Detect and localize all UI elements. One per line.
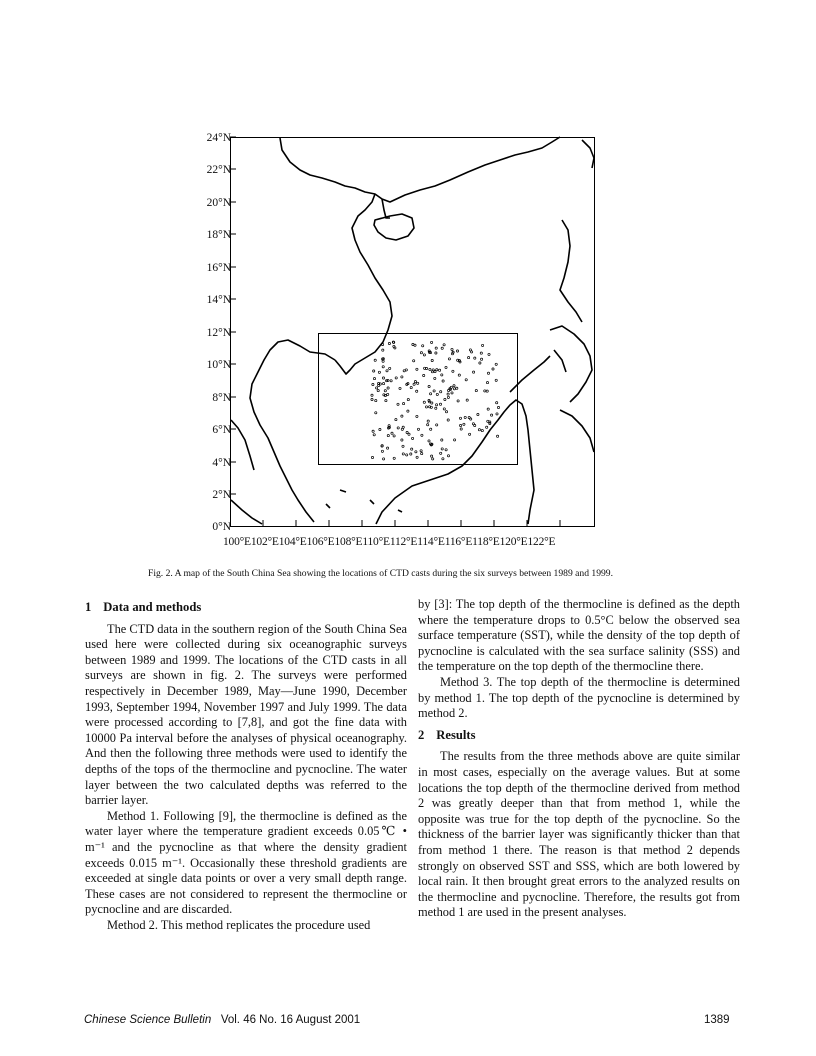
ctd-cast-marker: [472, 423, 474, 425]
ctd-cast-marker: [497, 435, 499, 437]
ctd-cast-marker: [384, 390, 386, 392]
ctd-cast-marker: [468, 417, 470, 419]
ctd-cast-marker: [397, 427, 399, 429]
journal-name: Chinese Science Bulletin: [84, 1014, 212, 1026]
ctd-cast-marker: [372, 383, 374, 385]
paragraph: Method 1. Following [9], the thermocline is defined as the water layer where the temperature gradient exceeds 0.05℃ • m⁻¹ and the pycnocline as that where the density gradient exceeds 0.015 m⁻¹. Occasionally these threshold gradients are exceeded at single data points or over a very small depth range. These cases are not considered to represent the thermocline or pycnocline and are discarded.: [85, 808, 407, 917]
ctd-cast-marker: [487, 420, 489, 422]
ctd-cast-marker: [374, 359, 376, 361]
ctd-cast-marker: [471, 351, 473, 353]
ctd-cast-marker: [420, 450, 422, 452]
ctd-cast-marker: [375, 400, 377, 402]
ctd-cast-marker: [480, 352, 482, 354]
section-number: 1: [85, 600, 92, 614]
ctd-cast-marker: [430, 428, 432, 430]
ctd-cast-marker: [442, 458, 444, 460]
ctd-cast-marker: [482, 344, 484, 346]
ctd-cast-marker: [387, 435, 389, 437]
ctd-cast-marker: [388, 342, 390, 344]
ctd-cast-marker: [410, 453, 412, 455]
ctd-cast-marker: [460, 424, 462, 426]
paragraph: Method 2. This method replicates the procedure used: [107, 917, 371, 932]
map-frame: [231, 138, 595, 527]
ctd-cast-marker: [411, 448, 413, 450]
page-number: 1389: [704, 1014, 730, 1026]
ctd-cast-marker: [382, 360, 384, 362]
ctd-cast-marker: [431, 341, 433, 343]
ctd-cast-marker: [371, 456, 373, 458]
ctd-cast-marker: [466, 399, 468, 401]
ctd-cast-marker: [386, 370, 388, 372]
ctd-cast-marker: [450, 386, 452, 388]
ctd-cast-marker: [495, 379, 497, 381]
ctd-cast-marker: [474, 357, 476, 359]
ctd-cast-marker: [444, 398, 446, 400]
lon-ticks: [263, 520, 560, 526]
paragraph: by [3]: The top depth of the thermocline is defined as the depth where the temperature drops to 0.5°C below the observed sea surface temperature (SST), while the density of the top depth of pycnocline is calculated with the sea surface salinity (SSS) and the temperature on the top depth of the thermocline there.: [418, 597, 740, 674]
ctd-cast-marker: [441, 347, 443, 349]
coastline: [231, 137, 594, 524]
ctd-cast-marker: [401, 415, 403, 417]
section-title: Results: [436, 727, 476, 742]
ctd-cast-marker: [429, 368, 431, 370]
ctd-cast-marker: [423, 374, 425, 376]
ctd-cast-marker: [441, 439, 443, 441]
ctd-cast-marker: [407, 399, 409, 401]
lat-label-16: 16°N: [206, 262, 231, 274]
lat-label-20: 20°N: [206, 197, 231, 209]
ctd-cast-marker: [382, 366, 384, 368]
lat-label-18: 18°N: [206, 229, 231, 241]
ctd-cast-marker: [425, 406, 427, 408]
lat-label-4: 4°N: [212, 457, 231, 469]
ctd-cast-marker: [395, 419, 397, 421]
ctd-cast-marker: [435, 352, 437, 354]
ctd-cast-marker: [454, 439, 456, 441]
ctd-cast-marker: [407, 410, 409, 412]
ctd-cast-marker: [431, 359, 433, 361]
journal-issue: Vol. 46 No. 16 August 2001: [220, 1014, 361, 1026]
ctd-cast-marker: [383, 383, 385, 385]
ctd-cast-marker: [382, 349, 384, 351]
ctd-cast-marker: [443, 344, 445, 346]
ctd-cast-marker: [496, 402, 498, 404]
ctd-cast-marker: [478, 429, 480, 431]
ctd-cast-marker: [481, 430, 483, 432]
ctd-cast-marker: [439, 369, 441, 371]
ctd-cast-marker: [436, 424, 438, 426]
footer-journal: [84, 1014, 360, 1026]
ctd-cast-marker: [431, 402, 433, 404]
lat-label-10: 10°N: [206, 359, 231, 371]
ctd-cast-marker: [491, 414, 493, 416]
ctd-cast-marker: [486, 426, 488, 428]
figure-2: [150, 120, 670, 560]
ctd-cast-marker: [390, 380, 392, 382]
ctd-cast-marker: [402, 453, 404, 455]
lat-label-14: 14°N: [206, 294, 231, 306]
figure-caption: Fig. 2. A map of the South China Sea showing the locations of CTD casts during the six surveys between 1989 and 1999.: [148, 568, 613, 579]
ctd-cast-marker: [442, 380, 444, 382]
ctd-cast-marker: [416, 390, 418, 392]
lat-label-12: 12°N: [206, 327, 231, 339]
section-title: Data and methods: [103, 600, 202, 614]
ctd-cast-marker: [436, 404, 438, 406]
ctd-cast-marker: [423, 401, 425, 403]
ctd-cast-marker: [468, 357, 470, 359]
ctd-cast-marker: [487, 372, 489, 374]
ctd-cast-marker: [413, 383, 415, 385]
ctd-cast-marker: [495, 363, 497, 365]
ctd-cast-marker: [460, 428, 462, 430]
paragraph: The CTD data in the southern region of the South China Sea used here were collected during six oceanographic surveys between 1989 and 1999. The locations of the CTD casts in all surveys are shown in fig. 2. The surveys were performed respectively in December 1989, May—June 1990, December 1993, September 1994, November 1997 and July 1999. The data were processed according to [7,8], and got the fine data with 10000 Pa interval before the analyses of physical oceanography. And then the following three methods were used to identify the depths of the tops of the thermocline and pycnocline. The water layer between the two calculated depths was referred to the barrier layer.: [85, 621, 407, 808]
ctd-cast-marker: [393, 341, 395, 343]
ctd-cast-marker: [448, 358, 450, 360]
section-number: 2: [418, 727, 425, 742]
ctd-cast-marker: [457, 400, 459, 402]
ctd-cast-marker: [457, 359, 459, 361]
ctd-cast-marker: [399, 387, 401, 389]
ctd-cast-marker: [475, 390, 477, 392]
ctd-cast-marker: [391, 432, 393, 434]
ctd-cast-marker: [428, 440, 430, 442]
ctd-cast-marker: [479, 362, 481, 364]
ctd-cast-marker: [445, 411, 447, 413]
lat-label-24: 24°N: [206, 132, 231, 144]
ctd-cast-marker: [371, 394, 373, 396]
ctd-cast-marker: [435, 347, 437, 349]
ctd-cast-marker: [440, 391, 442, 393]
paragraph: The results from the three methods above are quite similar in most cases, especially on the average values. But at some locations the top depth of the thermocline derived from method 2 was greatly deeper than that from method 1, while the opposite was true for the top depth of the pycnocline. So the thickness of the barrier layer was significantly thicker than that from method 1 there. The reason is that method 2 depends strongly on observed SST and SSS, which are both lowered by local rain. It then brought great errors to the analyzed results on the thermocline and pycnocline. Therefore, the results got from method 1 are used in the present analyses.: [418, 749, 740, 920]
ctd-cast-marker: [383, 394, 385, 396]
ctd-cast-marker: [412, 437, 414, 439]
ctd-cast-marker: [477, 413, 479, 415]
ctd-cast-marker: [484, 390, 486, 392]
ctd-cast-marker: [383, 458, 385, 460]
ctd-cast-marker: [397, 403, 399, 405]
ctd-cast-marker: [456, 387, 458, 389]
ctd-cast-marker: [373, 370, 375, 372]
ctd-cast-marker: [387, 393, 389, 395]
ctd-cast-points: [371, 341, 500, 460]
ctd-cast-marker: [421, 453, 423, 455]
ctd-cast-marker: [452, 370, 454, 372]
ctd-cast-marker: [414, 381, 416, 383]
ctd-cast-marker: [481, 358, 483, 360]
ctd-cast-marker: [428, 385, 430, 387]
ctd-cast-marker: [387, 447, 389, 449]
ctd-cast-marker: [375, 412, 377, 414]
ctd-cast-marker: [441, 448, 443, 450]
ctd-cast-marker: [441, 374, 443, 376]
ctd-cast-marker: [406, 454, 408, 456]
ctd-cast-marker: [381, 450, 383, 452]
ctd-cast-marker: [486, 390, 488, 392]
ctd-cast-marker: [388, 425, 390, 427]
ctd-cast-marker: [433, 390, 435, 392]
ctd-cast-marker: [489, 422, 491, 424]
ctd-cast-marker: [401, 439, 403, 441]
ctd-cast-marker: [453, 385, 455, 387]
ctd-cast-marker: [401, 376, 403, 378]
ctd-cast-marker: [487, 408, 489, 410]
ctd-cast-marker: [416, 456, 418, 458]
ctd-cast-marker: [408, 433, 410, 435]
ctd-cast-marker: [439, 403, 441, 405]
ctd-cast-marker: [371, 398, 373, 400]
lon-labels: 100°E102°E104°E106°E108°E110°E112°E114°E116°E118°E120°E122°E: [223, 536, 556, 548]
ctd-cast-marker: [372, 430, 374, 432]
ctd-cast-marker: [422, 345, 424, 347]
ctd-cast-marker: [379, 428, 381, 430]
ctd-cast-marker: [436, 369, 438, 371]
ctd-cast-marker: [420, 352, 422, 354]
ctd-cast-marker: [464, 416, 466, 418]
lat-label-22: 22°N: [206, 164, 231, 176]
ctd-cast-marker: [393, 345, 395, 347]
ctd-cast-marker: [406, 431, 408, 433]
ctd-cast-marker: [431, 371, 433, 373]
ctd-cast-marker: [395, 377, 397, 379]
section-heading-1: [85, 600, 407, 616]
left-column: [85, 600, 407, 933]
ctd-cast-marker: [415, 451, 417, 453]
ctd-cast-marker: [447, 455, 449, 457]
ctd-cast-marker: [410, 387, 412, 389]
ctd-cast-marker: [447, 419, 449, 421]
ctd-cast-marker: [427, 420, 429, 422]
ctd-cast-marker: [378, 371, 380, 373]
ctd-cast-marker: [382, 343, 384, 345]
ctd-cast-marker: [403, 370, 405, 372]
right-column: [418, 597, 740, 921]
ctd-cast-marker: [488, 353, 490, 355]
ctd-cast-marker: [432, 458, 434, 460]
ctd-cast-marker: [453, 388, 455, 390]
lat-label-2: 2°N: [212, 489, 231, 501]
ctd-cast-marker: [373, 434, 375, 436]
ctd-cast-marker: [469, 433, 471, 435]
ctd-cast-marker: [429, 406, 431, 408]
lat-label-6: 6°N: [212, 424, 231, 436]
ctd-cast-marker: [378, 382, 380, 384]
ctd-cast-marker: [451, 348, 453, 350]
section-heading-2: [418, 728, 740, 744]
ctd-cast-marker: [435, 407, 437, 409]
ctd-cast-marker: [447, 393, 449, 395]
ctd-cast-marker: [431, 455, 433, 457]
ctd-cast-marker: [381, 445, 383, 447]
lat-label-0: 0°N: [212, 521, 231, 533]
lat-label-8: 8°N: [212, 392, 231, 404]
ctd-cast-marker: [459, 417, 461, 419]
ctd-cast-marker: [416, 368, 418, 370]
ctd-cast-marker: [414, 344, 416, 346]
paragraph: Method 3. The top depth of the thermocline is determined by method 1. The top depth of the pycnocline is determined by method 2.: [418, 674, 740, 721]
ctd-cast-marker: [445, 366, 447, 368]
ctd-cast-marker: [387, 387, 389, 389]
ctd-cast-marker: [413, 360, 415, 362]
ctd-cast-marker: [425, 367, 427, 369]
ctd-cast-marker: [376, 387, 378, 389]
ctd-cast-marker: [385, 400, 387, 402]
ctd-cast-marker: [393, 435, 395, 437]
ctd-cast-marker: [430, 393, 432, 395]
ctd-cast-marker: [456, 350, 458, 352]
ctd-cast-marker: [402, 445, 404, 447]
ctd-cast-marker: [427, 424, 429, 426]
ctd-cast-marker: [492, 368, 494, 370]
ctd-cast-marker: [451, 353, 453, 355]
ctd-cast-marker: [417, 382, 419, 384]
ctd-cast-marker: [393, 457, 395, 459]
ctd-cast-marker: [486, 382, 488, 384]
ctd-cast-marker: [416, 415, 418, 417]
ctd-cast-marker: [465, 379, 467, 381]
ctd-cast-marker: [473, 371, 475, 373]
ctd-cast-marker: [463, 423, 465, 425]
ctd-cast-marker: [434, 371, 436, 373]
ctd-cast-marker: [423, 354, 425, 356]
ctd-cast-marker: [403, 403, 405, 405]
ctd-cast-marker: [496, 413, 498, 415]
ctd-cast-marker: [389, 367, 391, 369]
ctd-cast-marker: [402, 426, 404, 428]
ctd-cast-marker: [445, 449, 447, 451]
ctd-cast-marker: [451, 392, 453, 394]
ctd-cast-marker: [417, 428, 419, 430]
ctd-cast-marker: [436, 393, 438, 395]
ctd-cast-marker: [434, 377, 436, 379]
ctd-cast-marker: [443, 408, 445, 410]
ctd-cast-marker: [421, 434, 423, 436]
ctd-cast-marker: [458, 374, 460, 376]
survey-area-box: [319, 334, 518, 465]
ctd-cast-marker: [382, 377, 384, 379]
ctd-cast-marker: [377, 390, 379, 392]
ctd-cast-marker: [497, 406, 499, 408]
ctd-cast-marker: [373, 378, 375, 380]
ctd-cast-marker: [447, 396, 449, 398]
ctd-cast-marker: [440, 452, 442, 454]
